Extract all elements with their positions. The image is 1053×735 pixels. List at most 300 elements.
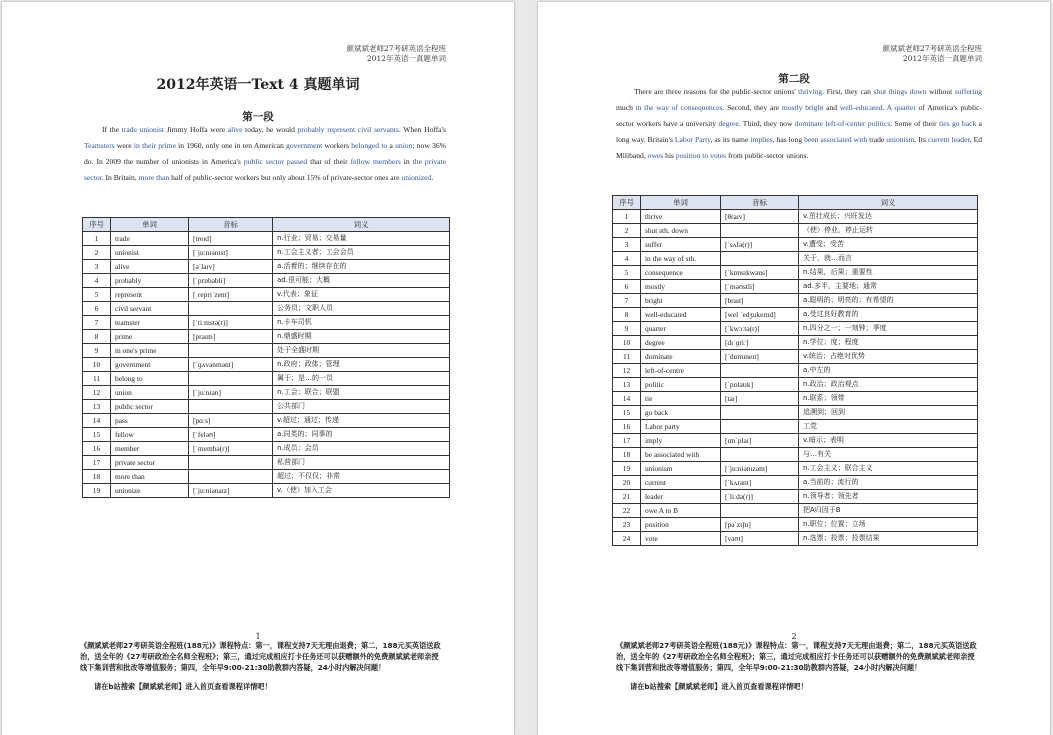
table-row [83,288,450,302]
word-cell: represent [111,288,189,302]
passage-text: workers [322,141,352,150]
table-row [83,386,450,400]
row-number: 5 [613,266,641,280]
running-header [346,44,446,64]
word-cell: bright [641,294,721,308]
phonetic-cell: [braɪt] [721,294,799,308]
meaning-cell: 追溯到；回到 [799,406,978,420]
word-cell: Labor party [641,420,721,434]
word-cell: suffer [641,238,721,252]
phonetic-cell: [wel ˈedʒukeɪtɪd] [721,308,799,322]
row-number: 20 [613,476,641,490]
table-row [613,378,978,392]
table-row [613,252,978,266]
footer-search-note: 请在b站搜索【颜斌斌老师】进入首页查看课程详情吧！ [630,682,808,691]
word-cell: unionize [111,484,189,498]
passage-paragraph [84,122,446,186]
phonetic-cell: [ˈmembə(r)] [189,442,273,456]
row-number: 12 [83,386,111,400]
meaning-cell: 公共部门 [273,400,450,414]
vocab-highlight: more than [138,173,170,182]
word-cell: fellow [111,428,189,442]
row-number: 3 [613,238,641,252]
header-line-2: 2012年英语一真题单词 [902,54,982,63]
passage-paragraph [616,84,982,164]
row-number: 3 [83,260,111,274]
table-header-row [83,218,450,232]
row-number: 6 [613,280,641,294]
meaning-cell: n.学位；度；程度 [799,336,978,350]
word-cell: unionist [111,246,189,260]
vocab-highlight: A quarter [886,103,916,112]
table-row [613,350,978,364]
vocab-highlight: probably represent civil servants [297,125,399,134]
table-row [613,210,978,224]
word-cell: politic [641,378,721,392]
page-number: 2 [791,632,797,641]
table-row [83,330,450,344]
vocab-highlight: shut things down [873,87,927,96]
row-number: 15 [613,406,641,420]
phonetic-cell [189,302,273,316]
vocab-highlight: trade unionist [121,125,165,134]
word-cell: mostly [641,280,721,294]
row-number: 7 [83,316,111,330]
word-cell: well-educated [641,308,721,322]
row-number: 1 [613,210,641,224]
phonetic-cell [721,224,799,238]
row-number: 13 [83,400,111,414]
table-header-row [613,196,978,210]
word-cell: in the way of sth. [641,252,721,266]
phonetic-cell: [ˈliːdə(r)] [721,490,799,504]
phonetic-cell: [taɪ] [721,392,799,406]
passage-text: a [387,141,396,150]
passage-text: that of their [307,157,351,166]
footer-text: 《颜斌斌老师27考研英语全程班(188元)》课程特点：第一，课程支持7天无理由退费；第二，188元买英语送政治，送全年的《27考研政治全名师全程班》；第三，通过完成相应打卡任务还可以获赠额外的免费颜斌斌老师亲授线下集训营和批改等增值服务；第四，全年早9:00-21:30助教群内答疑，24小时内解决问题！ [616,641,977,672]
table-row [613,322,978,336]
vocab-highlight: in the way of consequences [635,103,723,112]
table-row [613,392,978,406]
word-cell: position [641,518,721,532]
document-page-1 [2,2,514,735]
word-cell: in one's prime [111,344,189,358]
phonetic-cell: [ˈfeləʊ] [189,428,273,442]
row-number: 11 [83,372,111,386]
phonetic-cell: [θraɪv] [721,210,799,224]
meaning-cell: 公务员；文职人员 [273,302,450,316]
word-cell: trade [111,232,189,246]
meaning-cell: n.成员；会员 [273,442,450,456]
passage-text: in [400,157,413,166]
passage-text: ; now 36% do. In 2009 the number of unionists in America's [84,141,446,166]
row-number: 4 [613,252,641,266]
word-cell: be associated with [641,448,721,462]
row-number: 22 [613,504,641,518]
passage-text: his [663,151,676,160]
table-row [613,434,978,448]
vocab-highlight: suffering [954,87,982,96]
passage-text: . Second, they are [722,103,782,112]
passage-text: If the [102,125,122,134]
passage-text: of America's public-sector workers have a university [616,103,982,128]
phonetic-cell [189,344,273,358]
vocab-highlight: well-educated [839,103,883,112]
table-row [83,400,450,414]
passage-text: much [616,103,636,112]
table-row [613,406,978,420]
meaning-cell: v.超过；通过；传递 [273,414,450,428]
phonetic-cell: [ˈjuːniənɪzəm] [721,462,799,476]
phonetic-cell [721,420,799,434]
section-heading: 第一段 [242,111,274,123]
phonetic-cell: [vəʊt] [721,532,799,546]
row-number: 17 [613,434,641,448]
passage-text: . Its [914,135,928,144]
table-row [83,428,450,442]
word-cell: imply [641,434,721,448]
meaning-cell: ad.多半，主要地；通常 [799,280,978,294]
meaning-cell: v.暗示；表明 [799,434,978,448]
phonetic-cell [721,364,799,378]
phonetic-cell: [ˈjuːnɪənɪst] [189,246,273,260]
row-number: 6 [83,302,111,316]
word-cell: alive [111,260,189,274]
word-cell: thrive [641,210,721,224]
phonetic-cell: [ˈpɒlətɪk] [721,378,799,392]
table-row [613,364,978,378]
word-cell: more than [111,470,189,484]
row-number: 18 [83,470,111,484]
page-title: 2012年英语一Text 4 真题单词 [156,77,360,93]
passage-text: , Ed Miliband, [616,135,983,160]
phonetic-cell: [ˈsʌfə(r)] [721,238,799,252]
meaning-cell: 把A归因于B [799,504,978,518]
row-number: 8 [83,330,111,344]
meaning-cell: n.工会主义者；工会会员 [273,246,450,260]
vocab-highlight: in their prime [133,141,176,150]
table-row [83,246,450,260]
phonetic-cell [189,470,273,484]
phonetic-cell: [ˈməʊstli] [721,280,799,294]
row-number: 9 [613,322,641,336]
passage-text: today, he would [242,125,298,134]
table-row [83,484,450,498]
meaning-cell: n.工会；联合；联盟 [273,386,450,400]
table-row [613,504,978,518]
footer-text: 《颜斌斌老师27考研英语全程班(188元)》课程特点：第一，课程支持7天无理由退费；第二，188元买英语送政治，送全年的《27考研政治全名师全程班》；第三，通过完成相应打卡任务还可以获赠额外的免费颜斌斌老师亲授线下集训营和批改等增值服务；第四，全年早9:00-21:30助教群内答疑，24小时内解决问题！ [80,641,441,672]
table-row [613,294,978,308]
row-number: 14 [613,392,641,406]
vocab-highlight: been associated with [804,135,868,144]
meaning-cell: 与…有关 [799,448,978,462]
phonetic-cell: [ˈkɒnsɪkwəns] [721,266,799,280]
meaning-cell: n.行业；贸易；交易量 [273,232,450,246]
meaning-cell: n.职位；位置；立场 [799,518,978,532]
word-cell: union [111,386,189,400]
column-header: 单词 [641,196,721,210]
word-cell: vote [641,532,721,546]
table-row [83,232,450,246]
vocab-highlight: alive [227,125,243,134]
table-row [613,266,978,280]
vocab-highlight: union [395,141,413,150]
table-row [613,308,978,322]
meaning-cell: v.统治；占绝对优势 [799,350,978,364]
vocab-table [612,195,978,546]
row-number: 12 [613,364,641,378]
footer-ad [616,640,980,692]
word-cell: member [111,442,189,456]
word-cell: public sector [111,400,189,414]
phonetic-cell: [ˌrepriˈzent] [189,288,273,302]
row-number: 13 [613,378,641,392]
meaning-cell: n.卡车司机 [273,316,450,330]
row-number: 11 [613,350,641,364]
meaning-cell: 属于；是…的一员 [273,372,450,386]
row-number: 5 [83,288,111,302]
meaning-cell: n.政府；政体；管理 [273,358,450,372]
phonetic-cell [189,400,273,414]
row-number: 18 [613,448,641,462]
passage-text: in 1960, only one in ten American [175,141,287,150]
vocab-highlight: public sector passed [243,157,308,166]
row-number: 21 [613,490,641,504]
table-row [83,470,450,484]
vocab-highlight: the private sector [84,157,446,182]
document-page-2 [538,2,1050,735]
word-cell: teamster [111,316,189,330]
vocab-highlight: Teamsters [84,141,115,150]
meaning-cell: v.代表；象征 [273,288,450,302]
phonetic-cell: [ˈkʌrənt] [721,476,799,490]
meaning-cell: a.同类的；同事的 [273,428,450,442]
column-header: 音标 [189,218,273,232]
row-number: 7 [613,294,641,308]
word-cell: belong to [111,372,189,386]
table-row [613,532,978,546]
passage-text: There are three reasons for the public-sector unions' [634,87,799,96]
word-cell: private sector [111,456,189,470]
column-header: 音标 [721,196,799,210]
meaning-cell: n.联系；领带 [799,392,978,406]
passage-text: . Some of their [890,119,940,128]
phonetic-cell [721,504,799,518]
column-header: 单词 [111,218,189,232]
passage-text: Jimmy Hoffa were [164,125,228,134]
passage-text: were [114,141,134,150]
word-cell: pass [111,414,189,428]
meaning-cell: v.（使）加入工会 [273,484,450,498]
meaning-cell: （使）停业，停止运转 [799,224,978,238]
phonetic-cell [721,252,799,266]
vocab-highlight: owes [647,151,664,160]
paragraph-text [84,122,446,186]
row-number: 19 [83,484,111,498]
row-number: 23 [613,518,641,532]
phonetic-cell: [ˈtiːmstə(r)] [189,316,273,330]
table-row [83,372,450,386]
table-row [613,448,978,462]
meaning-cell: v.遭受；受苦 [799,238,978,252]
table-row [613,224,978,238]
vocab-highlight: current leader [927,135,970,144]
word-cell: tie [641,392,721,406]
section-heading: 第二段 [778,73,810,85]
meaning-cell: n.选票；投票；投票结果 [799,532,978,546]
meaning-cell: 超过；不仅仅；非常 [273,470,450,484]
meaning-cell: 处于全盛时期 [273,344,450,358]
meaning-cell: a.当前的；流行的 [799,476,978,490]
row-number: 16 [613,420,641,434]
passage-text: a long way. Britain's [616,119,982,144]
vocab-highlight: thriving [798,87,823,96]
phonetic-cell: [ˈɡʌvənmənt] [189,358,273,372]
row-number: 19 [613,462,641,476]
meaning-cell: 私营部门 [273,456,450,470]
phonetic-cell [721,406,799,420]
row-number: 14 [83,414,111,428]
page-number: 1 [255,632,261,641]
passage-text: . First, they can [822,87,874,96]
meaning-cell: n.结果，后果；重要性 [799,266,978,280]
phonetic-cell [189,456,273,470]
row-number: 1 [83,232,111,246]
phonetic-cell: [treɪd] [189,232,273,246]
vocab-highlight: degree [718,119,739,128]
row-number: 9 [83,344,111,358]
vocab-table [82,217,450,498]
table-row [83,358,450,372]
word-cell: civil servant [111,302,189,316]
vocab-highlight: dominate left-of-center politics [794,119,891,128]
passage-text: half of public-sector workers but only about 15% of private-sector ones are [169,173,402,182]
phonetic-cell: [ɪmˈplaɪ] [721,434,799,448]
word-cell: current [641,476,721,490]
row-number: 15 [83,428,111,442]
table-row [613,490,978,504]
vocab-highlight: belonged to [351,141,388,150]
footer-search-note: 请在b站搜索【颜斌斌老师】进入首页查看课程详情吧！ [94,682,272,691]
table-row [613,462,978,476]
row-number: 8 [613,308,641,322]
table-row [83,316,450,330]
table-row [613,238,978,252]
meaning-cell: n.工会主义；联合主义 [799,462,978,476]
meaning-cell: a.受过良好教育的 [799,308,978,322]
column-header: 序号 [83,218,111,232]
passage-text: . [882,103,887,112]
passage-text: . Third, they now [738,119,795,128]
column-header: 词义 [273,218,450,232]
row-number: 16 [83,442,111,456]
meaning-cell: n.领导者；领先者 [799,490,978,504]
table-row [83,442,450,456]
vocab-highlight: implies [750,135,773,144]
meaning-cell: a.聪明的；明亮的；有希望的 [799,294,978,308]
table-row [83,274,450,288]
table-row [83,260,450,274]
word-cell: degree [641,336,721,350]
phonetic-cell: [pəˈzɪʃn] [721,518,799,532]
phonetic-cell: [ˈkwɔːtə(r)] [721,322,799,336]
footer-ad [80,640,444,692]
row-number: 2 [83,246,111,260]
word-cell: leader [641,490,721,504]
header-line-1: 颜斌斌老师27考研英语全程班 [882,44,982,53]
word-cell: government [111,358,189,372]
phonetic-cell: [əˈlaɪv] [189,260,273,274]
table-row [613,336,978,350]
vocab-highlight: government [286,141,323,150]
word-cell: quarter [641,322,721,336]
passage-text: without [926,87,955,96]
vocab-highlight: position to votes [675,151,727,160]
vocab-highlight: unionized [401,173,432,182]
passage-text: , has long [772,135,805,144]
row-number: 10 [83,358,111,372]
table-row [83,414,450,428]
passage-text: , as its name [710,135,751,144]
row-number: 10 [613,336,641,350]
passage-text: and [823,103,840,112]
row-number: 4 [83,274,111,288]
paragraph-text [616,84,982,164]
word-cell: consequence [641,266,721,280]
vocab-highlight: unionism [886,135,915,144]
header-line-2: 2012年英语一真题单词 [366,54,446,63]
word-cell: prime [111,330,189,344]
row-number: 17 [83,456,111,470]
column-header: 词义 [799,196,978,210]
word-cell: unionism [641,462,721,476]
meaning-cell: n.四分之一；一刻钟；季度 [799,322,978,336]
passage-text: . [431,173,434,182]
phonetic-cell [189,372,273,386]
phonetic-cell: [ˈjuːniənaɪz] [189,484,273,498]
phonetic-cell: [ˈjuːniən] [189,386,273,400]
word-cell: owe A to B [641,504,721,518]
passage-text: trade [867,135,887,144]
meaning-cell: n.政治；政治观点 [799,378,978,392]
meaning-cell: n.鼎盛时期 [273,330,450,344]
passage-text: . In Britain, [101,173,139,182]
meaning-cell: a.活着的；继续存在的 [273,260,450,274]
phonetic-cell: [ˈprɒbəbli] [189,274,273,288]
phonetic-cell: [praɪm] [189,330,273,344]
row-number: 2 [613,224,641,238]
passage-text: from public-sector unions. [726,151,809,160]
table-row [613,420,978,434]
phonetic-cell: [ˈdɒmɪneɪt] [721,350,799,364]
vocab-highlight: fellow members [350,157,401,166]
phonetic-cell [721,448,799,462]
vocab-highlight: Labor Party [674,135,711,144]
table-row [613,476,978,490]
table-row [613,518,978,532]
column-header: 序号 [613,196,641,210]
meaning-cell: a.中左的 [799,364,978,378]
header-line-1: 颜斌斌老师27考研英语全程班 [346,44,446,53]
meaning-cell: ad.很可能；大概 [273,274,450,288]
phonetic-cell: [dɪˈɡriː] [721,336,799,350]
meaning-cell: 关于，就…而言 [799,252,978,266]
row-number: 24 [613,532,641,546]
phonetic-cell: [pɑːs] [189,414,273,428]
word-cell: probably [111,274,189,288]
word-cell: go back [641,406,721,420]
vocab-highlight: mostly bright [781,103,824,112]
